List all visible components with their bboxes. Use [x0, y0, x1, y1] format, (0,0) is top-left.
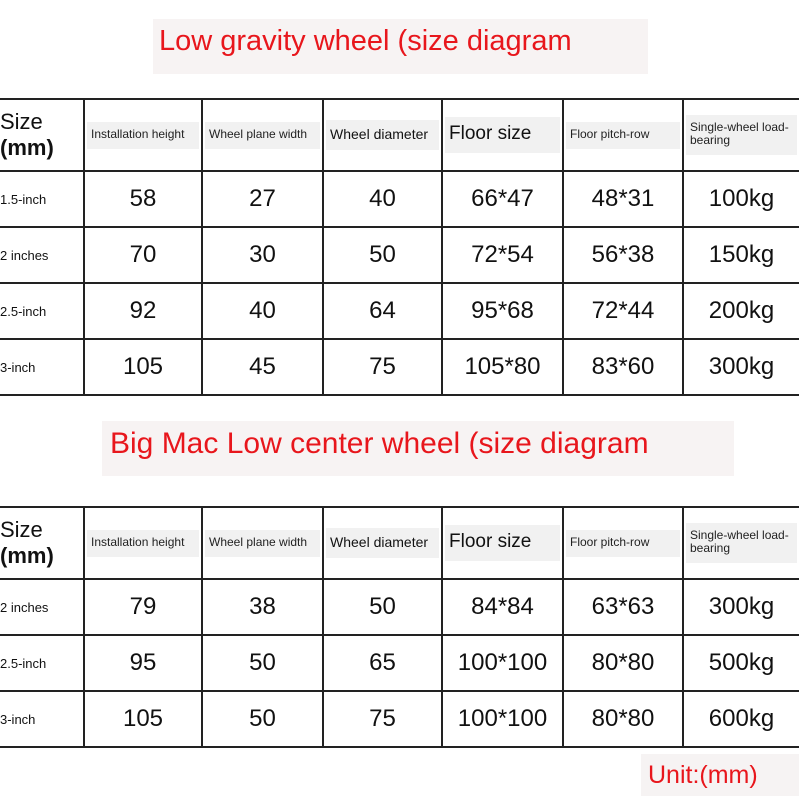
- wheel-diameter-cell: 65: [323, 635, 442, 691]
- load-bearing-cell: 500kg: [683, 635, 799, 691]
- installation-height-cell: 70: [84, 227, 202, 283]
- load-bearing-header: Single-wheel load-bearing: [683, 99, 799, 171]
- size-cell: 2.5-inch: [0, 283, 84, 339]
- installation-height-cell: 95: [84, 635, 202, 691]
- wheel-diameter-cell: 75: [323, 691, 442, 747]
- wheel-diameter-cell: 40: [323, 171, 442, 227]
- floor-pitch-row-cell: 56*38: [563, 227, 683, 283]
- floor-pitch-row-cell: 72*44: [563, 283, 683, 339]
- installation-height-cell: 105: [84, 691, 202, 747]
- floor-size-header: Floor size: [442, 507, 563, 579]
- table1-body: [0, 171, 799, 395]
- floor-pitch-row-cell: 80*80: [563, 635, 683, 691]
- size-cell: 3-inch: [0, 691, 84, 747]
- table2-title: Big Mac Low center wheel (size diagram: [102, 421, 734, 476]
- floor-size-cell: 66*47: [442, 171, 563, 227]
- table-row: [0, 227, 799, 283]
- floor-size-cell: 105*80: [442, 339, 563, 395]
- wheel-plane-width-cell: 50: [202, 635, 323, 691]
- wheel-plane-width-cell: 45: [202, 339, 323, 395]
- wheel-diameter-cell: 75: [323, 339, 442, 395]
- floor-size-cell: 95*68: [442, 283, 563, 339]
- size-header: [0, 507, 84, 579]
- wheel-plane-width-header: Wheel plane width: [202, 507, 323, 579]
- table-row: [0, 579, 799, 635]
- table1-title: Low gravity wheel (size diagram: [153, 19, 648, 74]
- floor-size-cell: 72*54: [442, 227, 563, 283]
- installation-height-cell: 105: [84, 339, 202, 395]
- size-cell: 2 inches: [0, 579, 84, 635]
- floor-pitch-row-cell: 83*60: [563, 339, 683, 395]
- wheel-diameter-cell: 64: [323, 283, 442, 339]
- floor-size-header: Floor size: [442, 99, 563, 171]
- table-row: [0, 691, 799, 747]
- floor-pitch-row-header: Floor pitch-row: [563, 507, 683, 579]
- size-header-unit: (mm): [0, 135, 54, 160]
- table-row: [0, 635, 799, 691]
- load-bearing-cell: 200kg: [683, 283, 799, 339]
- size-table-big-mac: [0, 506, 799, 748]
- floor-pitch-row-cell: 80*80: [563, 691, 683, 747]
- wheel-plane-width-cell: 50: [202, 691, 323, 747]
- size-header-label: Size: [0, 517, 43, 542]
- wheel-diameter-header: Wheel diameter: [323, 507, 442, 579]
- installation-height-cell: 58: [84, 171, 202, 227]
- table2-body: [0, 579, 799, 747]
- floor-pitch-row-cell: 63*63: [563, 579, 683, 635]
- wheel-diameter-cell: 50: [323, 579, 442, 635]
- table-row: [0, 283, 799, 339]
- header-row: [0, 507, 799, 579]
- load-bearing-cell: 300kg: [683, 339, 799, 395]
- table-row: [0, 171, 799, 227]
- size-header: [0, 99, 84, 171]
- installation-height-cell: 92: [84, 283, 202, 339]
- floor-size-cell: 100*100: [442, 691, 563, 747]
- size-header-label: Size: [0, 109, 43, 134]
- wheel-plane-width-cell: 40: [202, 283, 323, 339]
- load-bearing-cell: 300kg: [683, 579, 799, 635]
- wheel-plane-width-cell: 38: [202, 579, 323, 635]
- wheel-diameter-cell: 50: [323, 227, 442, 283]
- installation-height-cell: 79: [84, 579, 202, 635]
- floor-pitch-row-header: Floor pitch-row: [563, 99, 683, 171]
- size-cell: 3-inch: [0, 339, 84, 395]
- size-cell: 2.5-inch: [0, 635, 84, 691]
- installation-height-header: Installation height: [84, 99, 202, 171]
- load-bearing-cell: 100kg: [683, 171, 799, 227]
- wheel-plane-width-cell: 30: [202, 227, 323, 283]
- floor-size-cell: 100*100: [442, 635, 563, 691]
- size-cell: 1.5-inch: [0, 171, 84, 227]
- load-bearing-cell: 150kg: [683, 227, 799, 283]
- header-row: [0, 99, 799, 171]
- size-header-unit: (mm): [0, 543, 54, 568]
- load-bearing-header: Single-wheel load-bearing: [683, 507, 799, 579]
- size-table-low-gravity: [0, 98, 799, 396]
- installation-height-header: Installation height: [84, 507, 202, 579]
- table-row: [0, 339, 799, 395]
- size-cell: 2 inches: [0, 227, 84, 283]
- wheel-diameter-header: Wheel diameter: [323, 99, 442, 171]
- load-bearing-cell: 600kg: [683, 691, 799, 747]
- wheel-plane-width-header: Wheel plane width: [202, 99, 323, 171]
- unit-label: Unit:(mm): [641, 754, 799, 796]
- floor-size-cell: 84*84: [442, 579, 563, 635]
- wheel-plane-width-cell: 27: [202, 171, 323, 227]
- floor-pitch-row-cell: 48*31: [563, 171, 683, 227]
